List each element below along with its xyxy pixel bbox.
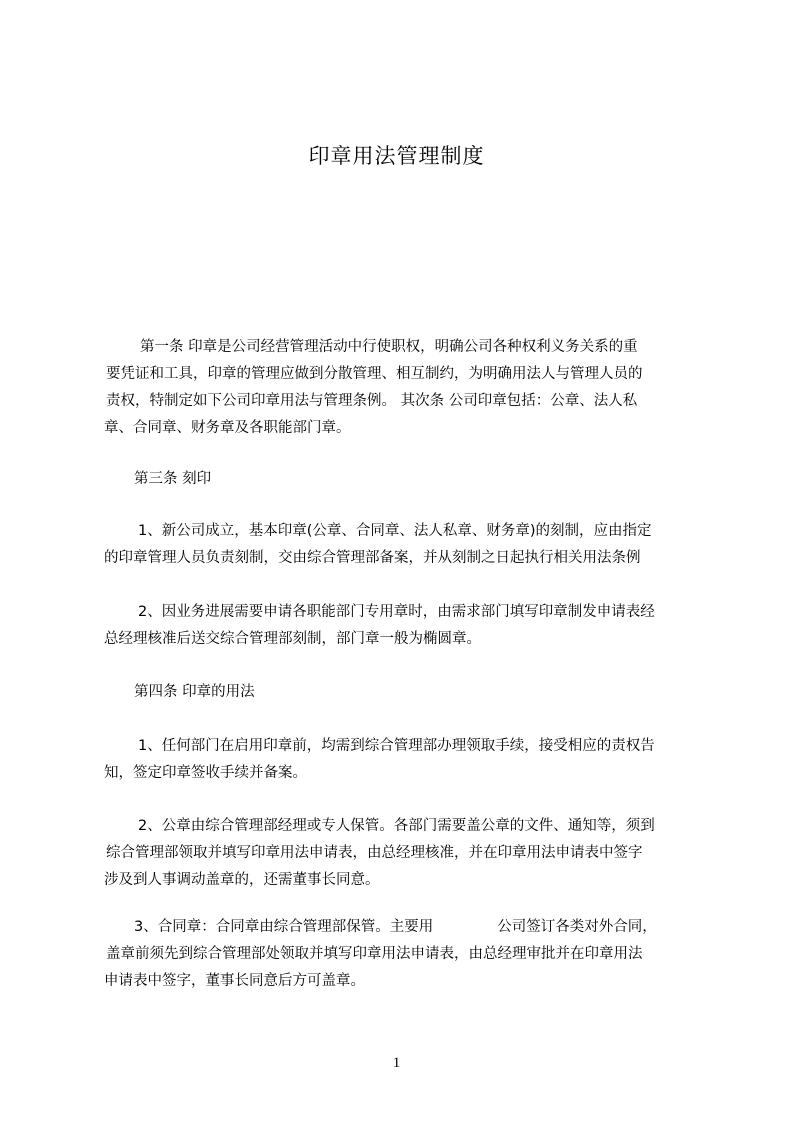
text-line: 责权，特制定如下公司印章用法与管理条例。 其次条 公司印章包括：公章、法人私 xyxy=(106,393,638,409)
text-line: 2、因业务进展需要申请各职能部门专用章时，由需求部门填写印章制发申请表经 xyxy=(138,604,655,620)
text-line: 1、任何部门在启用印章前，均需到综合管理部办理领取手续，接受相应的责权告 xyxy=(138,738,655,754)
text-line: 的印章管理人员负责刻制，交由综合管理部备案，并从刻制之日起执行相关用法条例 xyxy=(104,550,641,566)
text-line: 1、新公司成立，基本印章(公章、合同章、法人私章、财务章)的刻制，应由指定 xyxy=(138,523,652,539)
text-line: 第一条 印章是公司经营管理活动中行使职权，明确公司各种权利义务关系的重 xyxy=(140,339,638,355)
text-line: 2、公章由综合管理部经理或专人保管。各部门需要盖公章的文件、通知等，须到 xyxy=(138,818,655,834)
text-line: 涉及到人事调动盖章的，还需董事长同意。 xyxy=(104,872,380,888)
article-3-item-1 xyxy=(100,518,720,572)
article-4-item-3 xyxy=(100,914,720,995)
text-line: 第三条 刻印 xyxy=(134,471,212,487)
text-line: 总经理核准后送交综合管理部刻制，部门章一般为椭圆章。 xyxy=(104,631,481,647)
text-line: 章、合同章、财务章及各职能部门章。 xyxy=(104,420,351,436)
article-4-heading xyxy=(100,679,720,706)
page-number: 1 xyxy=(392,1055,401,1071)
text-line: 知，签定印章签收手续并备案。 xyxy=(104,765,307,781)
text-line xyxy=(100,914,720,941)
text-line: 综合管理部领取并填写印章用法申请表，由总经理核准，并在印章用法申请表中签字 xyxy=(106,845,643,861)
article-1-paragraph xyxy=(100,334,720,442)
article-4-item-2 xyxy=(100,813,720,894)
article-3-heading xyxy=(100,466,720,493)
text-line: 盖章前须先到综合管理部处领取并填写印章用法申请表，由总经理审批并在印章用法 xyxy=(106,946,643,962)
text-segment: 公司签订各类对外合同， xyxy=(497,919,657,935)
text-line: 要凭证和工具，印章的管理应做到分散管理、相互制约，为明确用法人与管理人员的 xyxy=(106,366,643,382)
article-4-item-1 xyxy=(100,733,720,787)
document-title: 印章用法管理制度 xyxy=(308,144,485,168)
article-3-item-2 xyxy=(100,599,720,653)
text-line: 申请表中签字，董事长同意后方可盖章。 xyxy=(104,973,365,989)
text-line: 第四条 印章的用法 xyxy=(134,684,255,700)
text-segment: 3、合同章：合同章由综合管理部保管。主要用 xyxy=(134,919,434,935)
